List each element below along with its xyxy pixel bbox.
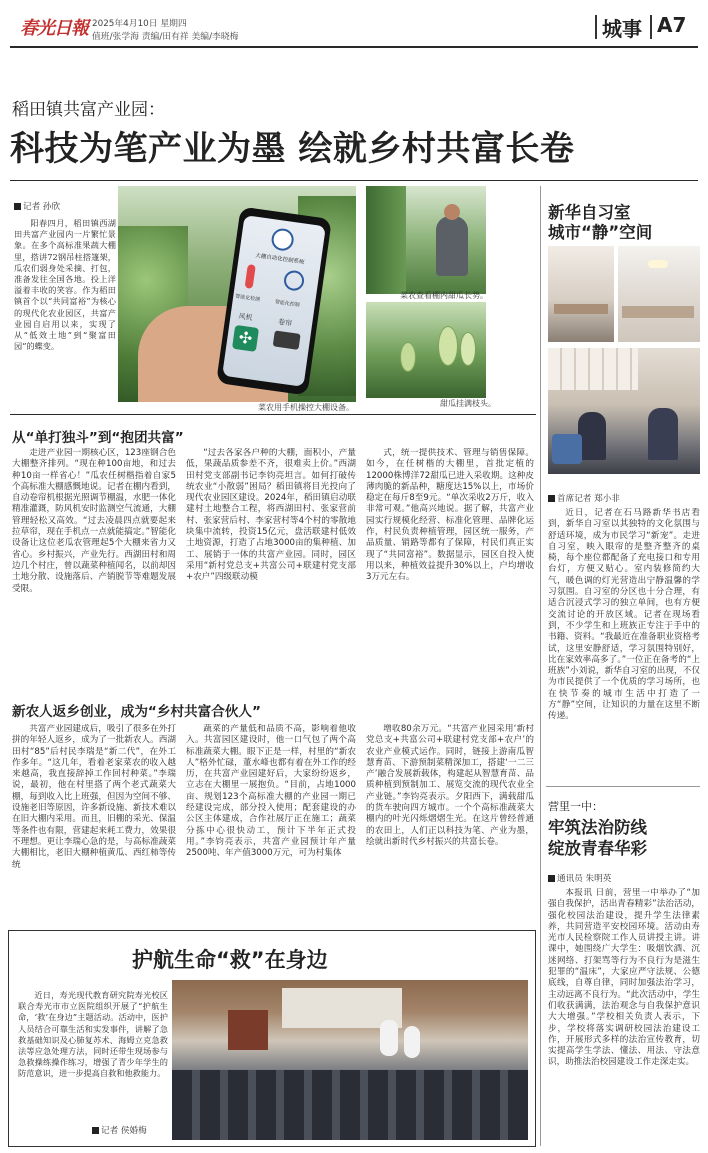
melons-photo (366, 302, 486, 398)
sidebar-divider (540, 186, 541, 1146)
farmer-head (444, 204, 460, 220)
greenhouse-phone-photo (118, 186, 356, 402)
student (578, 412, 606, 460)
fan-icon: ✣ (232, 325, 259, 352)
melon (438, 326, 458, 366)
farmer-photo (366, 186, 486, 294)
instructor (380, 1020, 398, 1056)
sidebar-story1-title-2: 城市“静”空间 (548, 223, 653, 242)
sidebar-rule (546, 786, 700, 787)
section1-col3: 式，统一提供技术、管理与销售保障。如今，在任树楷的大棚里，首批定植的12000株博洋72甜瓜已进入采收期。这种皮薄肉脆的新品种，糖度达15%以上，市场价稳定在每斤8至9元。“单次采收2万斤，收入非常可观。”他高兴地说。据了解，共富产业园实行规模化经营、标准化管理、品牌化运作，村民负责种植管理，园区统一服务，产品质量、销路等都有了保障，村民们真正实现了“共同富裕”。数据显示，园区自投入使用以来，种植效益提升30%以上，户均增收3万元左右。 (366, 448, 534, 583)
phone-label-detect: 智能化检测 (234, 293, 261, 304)
masthead-divider (595, 15, 597, 39)
melon (460, 332, 476, 366)
section-name: 城事 (602, 17, 642, 41)
farmer (436, 216, 468, 276)
stage-podium (228, 1010, 268, 1050)
headline-rule (10, 180, 698, 181)
section2-col2: 蔬菜的产量低和品质不高，影响着他收入。共富园区建设时，他一口气包了两个高标准蔬菜大棚。眼下正是一样，村里的“新农人”格外忙碌，董水峰也都有着在外工作的经历，在共富产业园建好后，大家纷纷返乡，立志在大棚里一展抱负。“目前，占地1000亩、规划123个高标准大棚的产业园一期已经建设完成，部分投入使用；配套建设的办公区主体建成，合作社展厅正在施工；蔬菜分拣中心很快动工，预计下半年正式投用。”李钧亮表示，共富产业园预计年产量2500吨、年产值3000万元，可为村集体 (186, 724, 356, 859)
masthead-divider-2 (650, 15, 652, 39)
phone-screen (222, 215, 326, 387)
melons-photo-caption: 甜瓜挂满枝头。 (440, 399, 496, 408)
curtain-icon (273, 330, 301, 349)
section1-col2: “过去各家各户种的大棚，面积小，产量低，果蔬品质参差不齐，很难卖上价。”西湖田村党支部副书记李钧亮坦言。如何打破传统农业“小散弱”困局？稻田镇将目光投向了现代农业园区建设。2024年，稻田镇启动联建村土地整合工程，将西湖田村、张家营前村、张家营后村、李家营村等4个村的零散地块集中流转，投资15亿元，盘活联建村低效土地资源，打造了占地3000亩的集种植、加工、展销于一体的共富产业园。同时，园区采用“新村党总支+共富公司+联建村党支部+农户”四级联动模 (186, 448, 356, 583)
section1-rule (10, 414, 536, 415)
lamp (648, 260, 668, 268)
sidebar-story1-title-1: 新华自习室 (548, 203, 631, 222)
sidebar-story2-text: 本报讯 日前，营里一中举办了“加强自我保护，活出青春精彩”法治活动，强化校园法治建设，提升学生法律素养，共同营造平安校园环境。活动由寿光市人民检察院工作人员讲授主讲。讲课中，她围绕广大学生：吸烟饮酒、沉迷网络、打架骂等行为不良行为是滋生犯罪的“温床”，大家应严守法规、公德底线，自尊自律，同时加强法治学习，主动远离不良行为。“此次活动中，学生们收获满满，法治观念与自我保护意识大大增强。”学校相关负责人表示，下步，学校将落实调研校园法治建设工作，开展形式多样的法治宣传教育，切实提高学生学法、懂法、用法、守法意识，助推法治校园建设工作走深走实。 (548, 888, 700, 1068)
sidebar-story2-kicker: 营里一中： (548, 800, 603, 813)
student (648, 408, 678, 460)
masthead-logo: 春光日報 (20, 18, 88, 39)
box-byline: 记者 侯婚梅 (92, 1124, 147, 1136)
phone-label-fan: 风机 (237, 312, 253, 323)
editor-credits: 值班/张学海 责编/田有祥 美编/李晓梅 (92, 32, 239, 42)
issue-date: 2025年4月10日 星期四 (92, 19, 187, 29)
bookshelf (548, 348, 638, 390)
instructor (404, 1026, 420, 1058)
chair (552, 434, 582, 464)
section1-col1: 走进产业园一期核心区，123座钢合色大棚整齐排列。“现在种100亩地，和过去种10亩一样省心！”瓜农任树楷指着自家5个高标准大棚感慨地说。记者在棚内看到，自动卷帘机根据光照调节棚温，水肥一体化精准灌溉，防风机安时监测空气流通，大棚管理轻松又高效。“过去凌晨四点就要起来拉草帘，现在手机点一点就能搞定。”智能化设备让这位老瓜农管理起5个大棚来省力又省心。乡村振兴，产业先行。西湖田村和周边几个村庄，曾以蔬菜种植闻名，以前却因土地分散、设施落后、产销脱节等难题发展受限。 (12, 448, 176, 594)
headline-kicker: 稻田镇共富产业园： (12, 100, 165, 120)
study-room-photo-3 (548, 348, 700, 474)
phone-app-title: 大棚自动化控制系统 (254, 252, 305, 266)
desk (554, 304, 608, 314)
desk (622, 306, 694, 318)
sidebar-story2-byline: 通讯员 朱明英 (548, 872, 611, 884)
study-room-photo-1 (548, 246, 614, 342)
control-icon (283, 269, 306, 292)
phone-label-control: 智能化控制 (274, 299, 301, 309)
box-paragraph: 近日，寿光现代教育研究院寿光校区联合寿光市市立医院组织开展了“护航生命，‘救’在身边”主题活动。活动中，医护人员结合可靠生活和实发事件，讲解了急救基础知识及心肺复苏术、海姆立克急救法等应急处理方法，同时还带生现场参与急救操练操作练习，增强了青少年学生的防范意识，进一步提高自救和他救能力。 (18, 990, 168, 1079)
sidebar-story1-byline: 首席记者 郑小非 (548, 492, 620, 504)
sidebar-story2-title-2: 绽放青春华彩 (548, 839, 647, 858)
section2-col1: 共富产业园建成后，吸引了很多在外打拼的年轻人返乡，成为了一批新农人。西湖田村“85”后村民李瑞是“新二代”，在外工作多年。“这几年，看着老家菜农的收入越来越高，我直接辞掉工作回村种菜。”李瑞说，最初，他在村里搭了两个老式蔬菜大棚，每到收入比上班强，但因为空间不够、设施老旧等原因，许多新设施、新技术难以在旧大棚内采用。而且，旧棚的采光、保温等条件也有限，营建起来耗工费力，效果很不理想。更让李瑞心急的是，与高标准蔬菜大棚相比，老旧大棚种植黄瓜、西红柿等传统 (12, 724, 176, 870)
lead-paragraph: 阳春四月，稻田镇西湖田共富产业园内一片繁忙景象。在多个高标准果蔬大棚里，搭讲72钢吊柱搭篷架，瓜农们弱身处采摘、打包，准备发往全国各地。投上洋溢着丰收的笑容。作为稻田镇首个以“共同富裕”为核心的现代化农业园区，共富产业园自启用以来，实现了从“低效土地”到“聚富田园”的蝶变。 (14, 218, 116, 352)
auditorium-photo (172, 980, 528, 1140)
farmer-photo-caption: 菜农查看棚内甜瓜长势。 (400, 291, 488, 300)
phone-label-curtain: 卷帘 (277, 317, 293, 328)
box-title: 护航生命“救”在身边 (132, 948, 328, 972)
study-room-photo-2 (618, 246, 700, 342)
masthead-rule (10, 46, 698, 48)
thermometer-icon (245, 264, 256, 289)
vines (366, 186, 406, 294)
section2-col3: 增收80余万元。“共富产业园采用‘新村党总支+共富公司+联建村党支部+农户’的农业产业模式运作。同时，链接上游南瓜智慧育苗、下游预制菜精深加工，搭建‘一二三产’融合发展新载体，构建起从智慧育苗、品质种植到预制加工、展览交流的现代农业全产业链。”李钧亮表示。夕阳西下，满载甜瓜的货车驶向四方城市。一个个高标准蔬菜大棚内的叶光闪烁熠熠生光。在这片曾经普通的农田上，人们正以科技为笔、产业为墨，绘就出新时代乡村振兴的共富长卷。 (366, 724, 534, 847)
section2-heading: 新农人返乡创业，成为“乡村共富合伙人” (12, 704, 261, 720)
audience (172, 1070, 528, 1140)
sidebar-story1-text: 近日，记者在石马路新华书店看到，新华自习室以其独特的文化氛围与舒适环境，成为市民学习“新宠”。走进自习室，映入眼帘的是整齐整齐的桌椅，每个座位都配备了充电接口和专用台灯，方便又贴心。室内装修简约大气，暖色调的灯光营造出宁静温馨的学习氛围。自习室的分区也十分合理，有适合沉浸式学习的独立单间，也有方便交流讨论的开放区域。记者在现场看到，不少学生和上班族正专注于手中的书籍、资料。“我最近在准备职业资格考试，这里安静舒适，学习氛围特别好，比在家效率高多了。”一位正在备考的“上班族”小刘说，新华自习室的出现，不仅为市民提供了一个优质的学习场所，也在快节奏的城市生活中打造了一方“静”空间，让知识的力量在这里不断传递。 (548, 508, 700, 722)
page-number: A7 (657, 13, 687, 37)
app-logo-icon (270, 227, 295, 252)
sidebar-story2-title-1: 牢筑法治防线 (548, 818, 647, 837)
melon (400, 342, 416, 372)
lead-byline: 记者 孙欣 (14, 200, 60, 212)
page-headline: 科技为笔产业为墨 绘就乡村共富长卷 (10, 129, 575, 169)
main-photo-caption: 菜农用手机操控大棚设备。 (258, 403, 354, 412)
section1-heading: 从“单打独斗”到“抱团共富” (12, 430, 184, 446)
